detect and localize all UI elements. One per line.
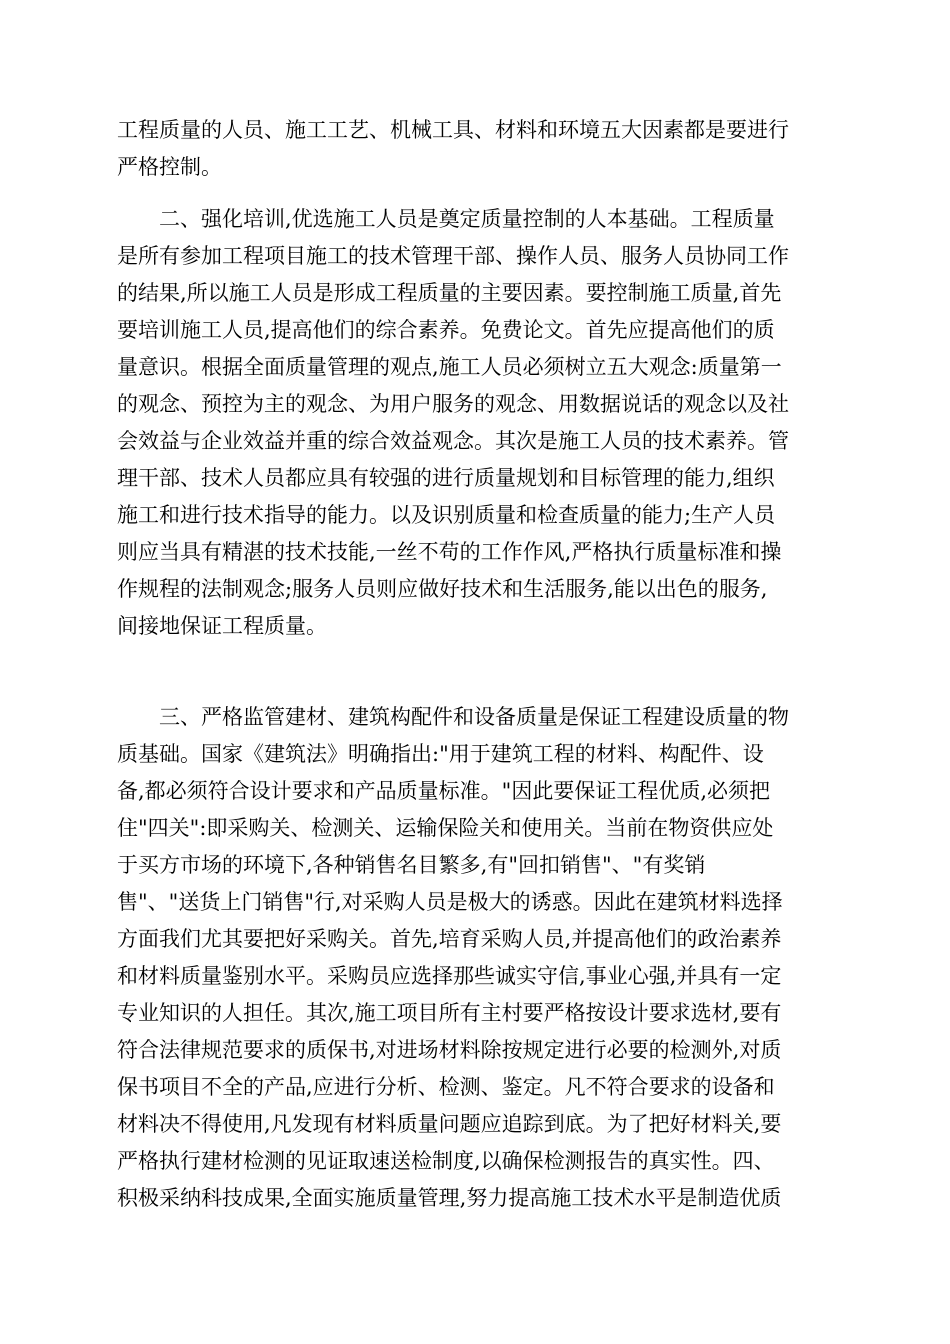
text-line: 于买方市场的环境下,各种销售名目繁多,有"回扣销售"、"有奖销 — [117, 853, 706, 877]
text-line: 间接地保证工程质量。 — [117, 614, 327, 638]
text-line: 工程质量的人员、施工工艺、机械工具、材料和环境五大因素都是要进行 — [117, 118, 789, 142]
text-line: 质基础。国家《建筑法》明确指出:"用于建筑工程的材料、构配件、设 — [117, 742, 764, 766]
text-line: 是所有参加工程项目施工的技术管理干部、操作人员、服务人员协同工作 — [117, 244, 789, 268]
text-line: 要培训施工人员,提高他们的综合素养。免费论文。首先应提高他们的质 — [117, 318, 775, 342]
text-line: 符合法律规范要求的质保书,对进场材料除按规定进行必要的检测外,对质 — [117, 1038, 782, 1062]
paragraph-1 — [117, 112, 833, 186]
text-line: 严格控制。 — [117, 155, 222, 179]
text-line: 售"、"送货上门销售"行,对采购人员是极大的诱惑。因此在建筑材料选择 — [117, 890, 783, 914]
text-line: 保书项目不全的产品,应进行分析、检测、鉴定。凡不符合要求的设备和 — [117, 1075, 775, 1099]
text-line: 理干部、技术人员都应具有较强的进行质量规划和目标管理的能力,组织 — [117, 466, 775, 490]
text-line: 严格执行建材检测的见证取速送检制度,以确保检测报告的真实性。四、 — [117, 1149, 775, 1173]
paragraph-2 — [117, 201, 833, 645]
text-line: 三、严格监管建材、建筑构配件和设备质量是保证工程建设质量的物 — [117, 705, 789, 729]
text-line: 积极采纳科技成果,全面实施质量管理,努力提高施工技术水平是制造优质 — [117, 1186, 782, 1210]
text-line: 量意识。根据全面质量管理的观点,施工人员必须树立五大观念:质量第一 — [117, 355, 782, 379]
text-line: 会效益与企业效益并重的综合效益观念。其次是施工人员的技术素养。管 — [117, 429, 789, 453]
text-line: 和材料质量鉴别水平。采购员应选择那些诚实守信,事业心强,并具有一定 — [117, 964, 782, 988]
text-line: 作规程的法制观念;服务人员则应做好技术和生活服务,能以出色的服务, — [117, 577, 768, 601]
paragraph-3 — [117, 699, 833, 1217]
text-line: 备,都必须符合设计要求和产品质量标准。"因此要保证工程优质,必须把 — [117, 779, 771, 803]
text-line: 专业知识的人担任。其次,施工项目所有主村要严格按设计要求选材,要有 — [117, 1001, 782, 1025]
text-line: 材料决不得使用,凡发现有材料质量问题应追踪到底。为了把好材料关,要 — [117, 1112, 782, 1136]
text-line: 施工和进行技术指导的能力。以及识别质量和检查质量的能力;生产人员 — [117, 503, 776, 527]
text-line: 住"四关":即采购关、检测关、运输保险关和使用关。当前在物资供应处 — [117, 816, 774, 840]
text-line: 方面我们尤其要把好采购关。首先,培育采购人员,并提高他们的政治素养 — [117, 927, 782, 951]
text-line: 的结果,所以施工人员是形成工程质量的主要因素。要控制施工质量,首先 — [117, 281, 782, 305]
text-line: 的观念、预控为主的观念、为用户服务的观念、用数据说话的观念以及社 — [117, 392, 789, 416]
text-line: 二、强化培训,优选施工人员是奠定质量控制的人本基础。工程质量 — [117, 207, 775, 231]
text-line: 则应当具有精湛的技术技能,一丝不苟的工作作风,严格执行质量标准和操 — [117, 540, 782, 564]
